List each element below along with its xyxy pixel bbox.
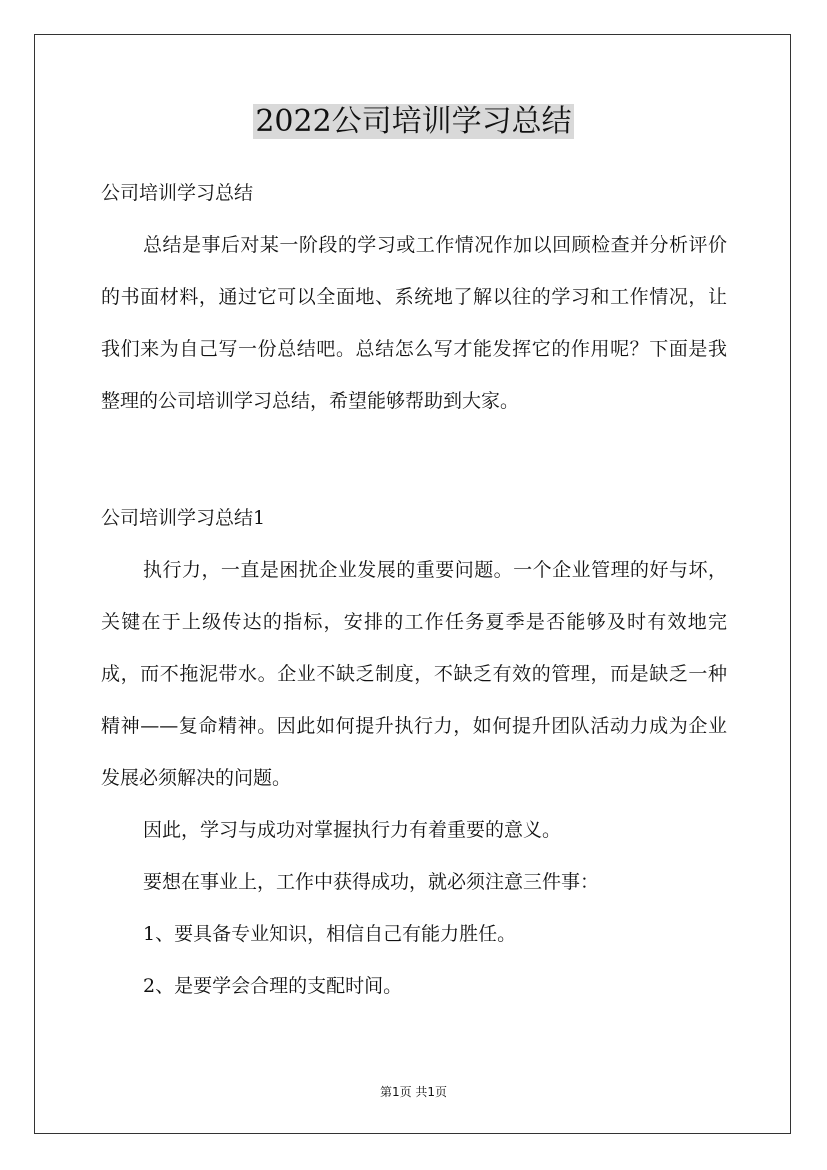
section-1-paragraph: 执行力，一直是困扰企业发展的重要问题。一个企业管理的好与坏，关键在于上级传达的指标，安排的工作任务夏季是否能够及时有效地完成，而不拖泥带水。企业不缺乏制度，不缺乏有效的管理，而是缺乏一种精神——复命精神。因此如何提升执行力，如何提升团队活动力成为企业发展必须解决的问题。 [101,559,727,789]
intro-heading: 公司培训学习总结 [101,182,254,204]
intro-section [101,167,727,427]
intro-paragraph: 总结是事后对某一阶段的学习或工作情况作加以回顾检查并分析评价的书面材料，通过它可以全面地、系统地了解以往的学习和工作情况，让我们来为自己写一份总结吧。总结怎么写才能发挥它的作用呢？下面是我整理的公司培训学习总结，希望能够帮助到大家。 [101,234,727,412]
section-1-heading: 公司培训学习总结1 [101,507,266,529]
document-title-text: 2022公司培训学习总结 [255,104,572,139]
section-1-list-item: 2、是要学会合理的支配时间。 [143,975,403,997]
page-footer [0,1083,827,1100]
page-number: 第1页 共1页 [379,1085,448,1099]
section-1 [101,492,727,1012]
section-1-paragraph: 要想在事业上，工作中获得成功，就必须注意三件事： [143,871,600,893]
section-1-list-item: 1、要具备专业知识，相信自己有能力胜任。 [143,923,517,945]
document-title [0,100,827,144]
section-1-paragraph: 因此，学习与成功对掌握执行力有着重要的意义。 [143,819,562,841]
